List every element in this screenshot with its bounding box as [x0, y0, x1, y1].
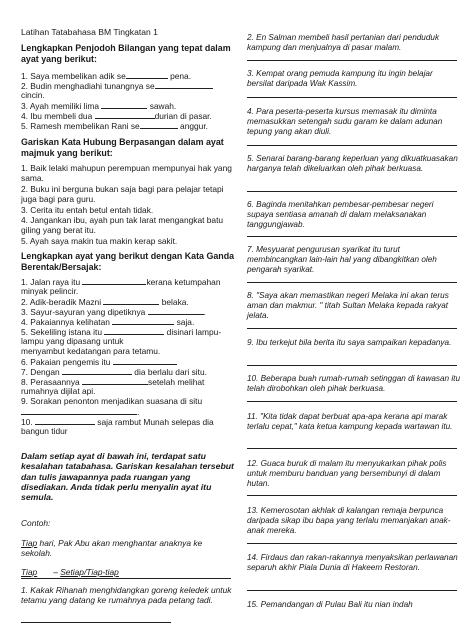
s1-item-4: 4. Ibu membeli dua durian di pasar.: [21, 111, 212, 121]
answer-line-10[interactable]: [247, 401, 457, 402]
question-15: 15. Pemandangan di Pulau Bali itu nian indah: [247, 600, 413, 609]
section2-heading: Gariskan Kata Hubung Berpasangan dalam ayat majmuk yang berikut:: [21, 137, 224, 158]
s1-item-5: 5. Ramesh membelikan Rani se anggur.: [21, 121, 208, 131]
s2-item-3: 3. Cerita itu entah betul entah tidak.: [21, 205, 154, 215]
question-13: 13. Kemerosotan akhlak di kalangan remaja berpunca daripada sikap ibu bapa yang terlalu memanjakan anak-anak mereka.: [247, 506, 451, 536]
answer-line-4[interactable]: [247, 145, 457, 146]
answer-line-1[interactable]: [21, 622, 171, 623]
question-6: 6. Baginda menitahkan pembesar-pembesar negeri supaya sentiasa amanah di dalam melaksanakan tanggungjawab.: [247, 200, 434, 230]
s3-item-7: 7. Dengan dia berlalu dari situ.: [21, 367, 207, 377]
s3-item-6: 6. Pakaian pengemis itu: [21, 356, 177, 367]
worksheet-title: Latihan Tatabahasa BM Tingkatan 1: [21, 27, 158, 37]
s3-item-10b: bangun tidur: [21, 426, 68, 436]
s2-item-4: 4. Jangankan ibu, ayah pun tak larat mengangkat batu giling yang berat itu.: [21, 215, 224, 236]
question-7: 7. Mesyuarat pengurusan syarikat itu turut membincangkan lain-lain hal yang dibangkitkan oleh pengarah syarikat.: [247, 245, 437, 275]
question-4: 4. Para peserta-peserta kursus memasak itu diminta memasukkan setengah sudu garam ke dalam adunan tepung yang akan diuli.: [247, 107, 443, 137]
question-5: 5. Senarai barang-barang keperluan yang dikuatkuasakan harganya telah dikeluarkan oleh pihak berkuasa.: [247, 154, 458, 174]
question-8: 8. "Saya akan memastikan negeri Melaka ini akan terus aman dan makmur. " titah Sultan Melaka kepada rakyat jelata.: [247, 291, 449, 321]
s2-item-1: 1. Baik lelaki mahupun perempuan mempunyai hak yang sama.: [21, 163, 232, 184]
s1-item-3: 3. Ayah memiliki lima sawah.: [21, 101, 177, 111]
answer-line-13[interactable]: [247, 543, 457, 544]
s1-item-1: 1. Saya membelikan adik se pena.: [21, 71, 192, 81]
answer-line-8[interactable]: [247, 328, 457, 329]
s3-item-5c: menyambut kedatangan para tetamu.: [21, 346, 161, 356]
s3-item-1: 1. Jalan raya itu kerana ketumpahan: [21, 277, 221, 287]
s3-item-9: 9. Sorakan penonton menjadikan suasana di situ: [21, 396, 203, 406]
s3-item-4: 4. Pakaiannya kelihatan saja.: [21, 317, 195, 327]
s2-item-5: 5. Ayah saya makin tua makin kerap sakit.: [21, 236, 178, 246]
s3-item-1b: minyak pelincir.: [21, 286, 79, 296]
question-3: 3. Kempat orang pemuda kampung itu ingin belajar bersilat daripada Wak Kassim.: [247, 69, 433, 89]
answer-line-14[interactable]: [247, 590, 457, 591]
contoh-answer-line: [21, 578, 231, 579]
s3-item-3: 3. Sayur-sayuran yang dipetiknya .: [21, 307, 206, 317]
s3-item-2: 2. Adik-beradik Mazni belaka.: [21, 297, 189, 307]
s2-item-2: 2. Buku ini berguna bukan saja bagi para pelajar tetapi juga bagi para guru.: [21, 184, 224, 205]
answer-line-3[interactable]: [247, 97, 457, 98]
question-12: 12. Guaca buruk di malam itu menyukarkan pihak polis untuk memburu banduan yang bersembunyi di dalam hutan.: [247, 459, 447, 489]
question-1: 1. Kakak Rihanah menghidangkan goreng keledek untuk tetamu yang datang ke rumahnya pada petang tadi.: [21, 585, 232, 606]
question-14: 14. Firdaus dan rakan-rakannya menyaksikan perlawanan separuh akhir Piala Dunia di Hakeem Restoran.: [247, 553, 458, 573]
s3-item-9b: .: [21, 406, 139, 417]
section4-heading: Dalam setiap ayat di bawah ini, terdapat satu kesalahan tatabahasa. Gariskan kesalahan tersebut dan tulis jawapannya pada ruangan yang disediakan. Anda tidak perlu menyalin ayat itu semula.: [21, 451, 234, 503]
contoh-sentence: Tiap hari, Pak Abu akan menghantar anaknya ke sekolah.: [21, 538, 203, 559]
s3-item-10: 10. saja rambut Munah selepas dia: [21, 417, 214, 427]
answer-line-5[interactable]: [247, 191, 457, 192]
answer-line-11[interactable]: [247, 448, 457, 449]
question-10: 10. Beberapa buah rumah-rumah setinggan di kawasan itu telah dirobohkan oleh pihak berkuasa.: [247, 374, 461, 394]
s3-item-8b: rumahnya dijilat api.: [21, 386, 96, 396]
s3-item-5: 5. Sekeliling istana itu disinari lampu-: [21, 327, 222, 337]
contoh-answer: Tiap – Setiap/Tiap-tiap: [21, 567, 119, 577]
s3-item-5b: lampu yang dipasang untuk: [21, 336, 124, 346]
answer-line-12[interactable]: [247, 495, 457, 496]
contoh-label: Contoh:: [21, 518, 51, 528]
question-9: 9. Ibu terkejut bila berita itu saya sampaikan kepadanya.: [247, 338, 452, 347]
answer-line-6[interactable]: [247, 236, 457, 237]
section3-heading: Lengkapkan ayat yang berikut dengan Kata Ganda Berentak/Bersajak:: [21, 251, 235, 272]
s1-item-2: 2. Budin menghadiahi tunangnya se: [21, 80, 213, 91]
s3-item-8: 8. Perasaannya setelah melihat: [21, 377, 205, 387]
answer-line-7[interactable]: [247, 282, 457, 283]
s1-item-2b: cincin.: [21, 90, 45, 100]
question-2: 2. En Salman membeli hasil pertanian dari penduduk kampung dan menjualnya di pasar malam.: [247, 33, 440, 53]
answer-line-9[interactable]: [247, 365, 457, 366]
answer-line-2[interactable]: [247, 60, 457, 61]
question-11: 11. "Kita tidak dapat berbuat apa-apa kerana api marak terlalu cepat," kata ketua kampung kepada wartawan itu.: [247, 412, 453, 432]
section1-heading: Lengkapkan Penjodoh Bilangan yang tepat dalam ayat yang berikut:: [21, 43, 231, 64]
